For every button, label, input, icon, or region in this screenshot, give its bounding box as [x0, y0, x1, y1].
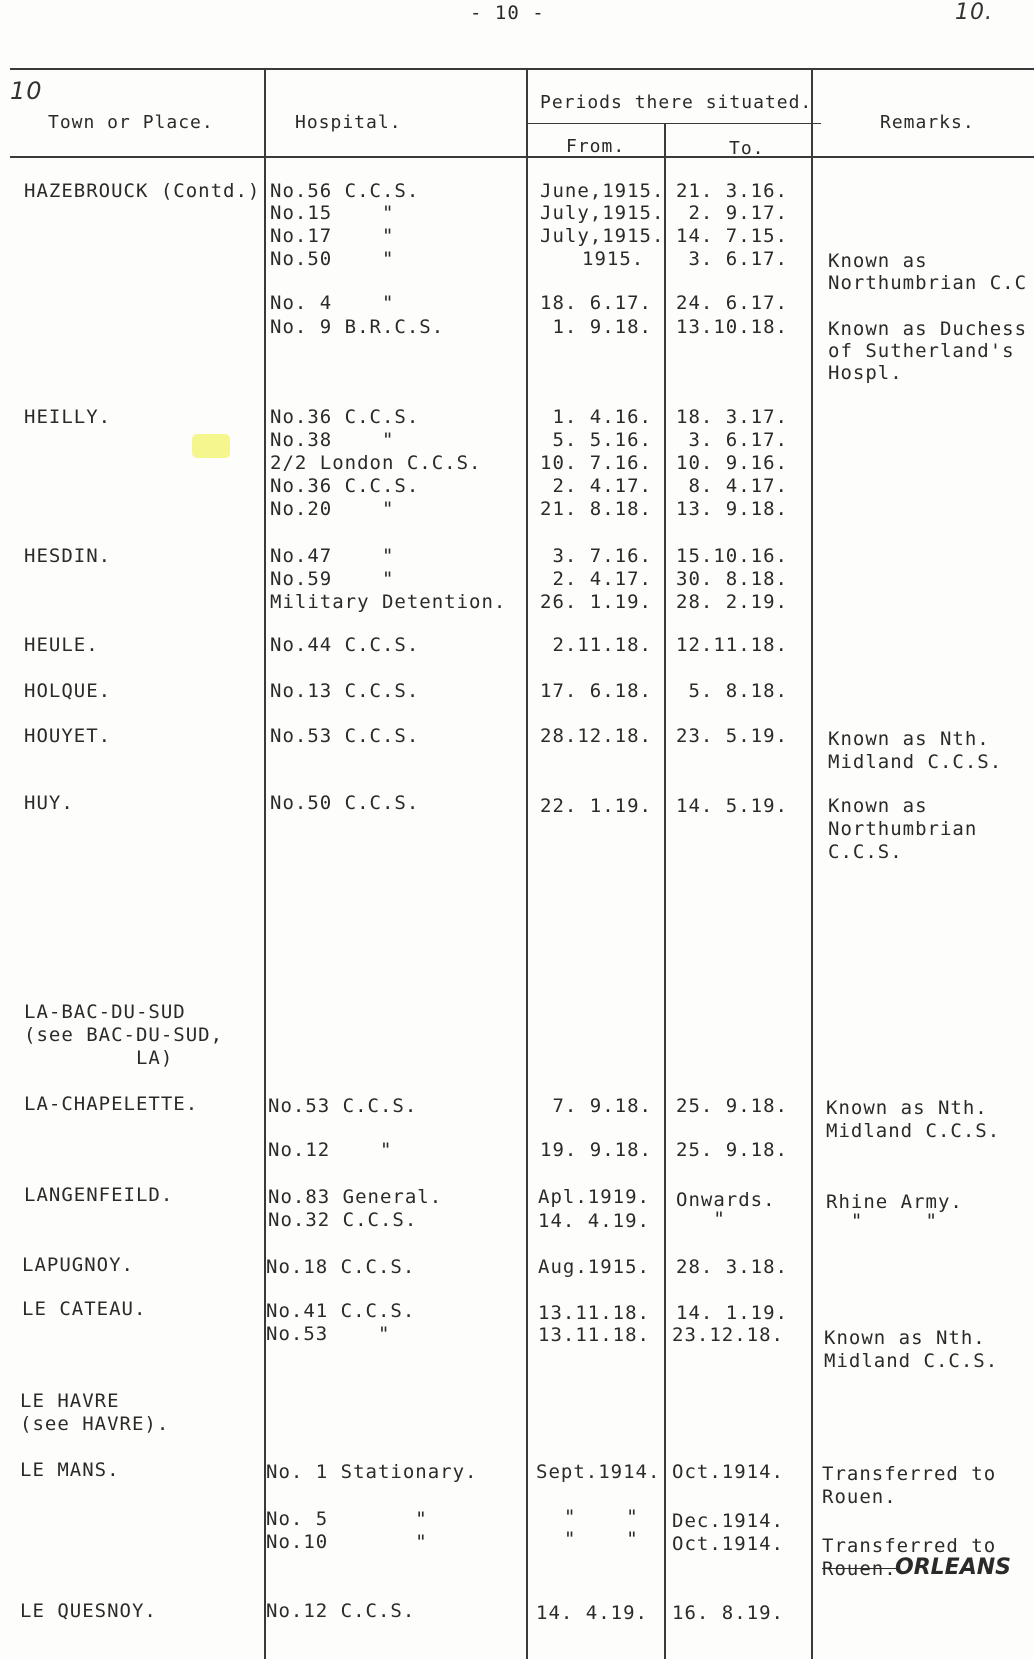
hospital-cell: No.47 "	[270, 545, 395, 567]
hospital-cell: No. 1 Stationary.	[266, 1461, 478, 1483]
remarks-cell: Known as	[828, 795, 928, 817]
remarks-cell: of Sutherland's	[828, 340, 1015, 362]
remarks-cell: Known as	[828, 250, 928, 272]
to-cell: 30. 8.18.	[676, 568, 788, 590]
from-cell: 2.11.18.	[540, 634, 652, 656]
town-name: LE QUESNOY.	[20, 1600, 157, 1622]
from-cell: 7. 9.18.	[540, 1095, 652, 1117]
town-name: LA-CHAPELETTE.	[24, 1093, 199, 1115]
hospital-cell: Military Detention.	[270, 591, 507, 613]
town-name: LE CATEAU.	[22, 1298, 147, 1320]
to-cell: 12.11.18.	[676, 634, 788, 656]
town-name: HUY.	[24, 792, 74, 814]
to-cell: 23. 5.19.	[676, 725, 788, 747]
header-from: From.	[566, 136, 626, 157]
town-name: LAPUGNOY.	[22, 1254, 134, 1276]
header-periods: Periods there situated.	[540, 92, 813, 113]
remarks-cell: Rhine Army.	[826, 1191, 963, 1213]
from-cell: " "	[564, 1528, 639, 1550]
to-cell: 28. 3.18.	[676, 1256, 788, 1278]
hospital-cell: No.44 C.C.S.	[270, 634, 420, 656]
col-divider-remarks	[811, 68, 813, 1659]
town-name: LA)	[24, 1047, 174, 1069]
hospital-cell: No.20 "	[270, 498, 395, 520]
hospital-cell: No.50 C.C.S.	[270, 792, 420, 814]
from-cell: 1. 4.16.	[540, 406, 652, 428]
town-name: HEULE.	[24, 634, 99, 656]
to-cell: 18. 3.17.	[676, 406, 788, 428]
remarks-cell: Midland C.C.S.	[826, 1120, 1001, 1142]
town-name: LE HAVRE	[20, 1390, 120, 1412]
to-cell: 28. 2.19.	[676, 591, 788, 613]
from-cell: 2. 4.17.	[540, 475, 652, 497]
hospital-cell: No.36 C.C.S.	[270, 475, 420, 497]
town-name: HEILLY.	[24, 406, 112, 428]
to-cell: 13.10.18.	[676, 316, 788, 338]
hospital-cell: No. 9 B.R.C.S.	[270, 316, 445, 338]
remarks-cell: Known as Nth.	[826, 1097, 988, 1119]
to-cell: 3. 6.17.	[676, 429, 788, 451]
hospital-cell: No.18 C.C.S.	[266, 1256, 416, 1278]
town-name: HESDIN.	[24, 545, 112, 567]
hospital-cell: No.53 "	[266, 1323, 391, 1345]
to-cell: 10. 9.16.	[676, 452, 788, 474]
from-cell: 14. 4.19.	[538, 1210, 650, 1232]
col-divider-town	[264, 68, 266, 1659]
hospital-cell: 2/2 London C.C.S.	[270, 452, 482, 474]
col-divider-hospital	[526, 68, 528, 1659]
hospital-cell: No.38 "	[270, 429, 395, 451]
header-hospital: Hospital.	[295, 112, 402, 133]
from-cell: July,1915.	[540, 202, 665, 224]
to-cell: 14. 7.15.	[676, 225, 788, 247]
to-cell: Oct.1914.	[672, 1533, 784, 1555]
corner-page-number: 10.	[955, 0, 993, 25]
periods-subrule	[528, 123, 821, 124]
margin-page-number: 10	[10, 77, 43, 105]
town-name: LA-BAC-DU-SUD	[24, 1001, 186, 1023]
from-cell: 18. 6.17.	[540, 292, 652, 314]
to-cell: 24. 6.17.	[676, 292, 788, 314]
from-cell: 13.11.18.	[538, 1324, 650, 1346]
handwritten-correction: ORLEANS	[895, 1555, 1011, 1580]
to-cell: 13. 9.18.	[676, 498, 788, 520]
hospital-cell: No.10 "	[266, 1531, 428, 1553]
hospital-cell: No.59 "	[270, 568, 395, 590]
to-cell: 23.12.18.	[672, 1324, 784, 1346]
from-cell: 26. 1.19.	[540, 591, 652, 613]
page-number: - 10 -	[470, 2, 545, 24]
hospital-cell: No.83 General.	[268, 1186, 443, 1208]
from-cell: 28.12.18.	[540, 725, 652, 747]
from-cell: 21. 8.18.	[540, 498, 652, 520]
from-cell: 19. 9.18.	[540, 1139, 652, 1161]
hospital-cell: No.12 C.C.S.	[266, 1600, 416, 1622]
from-cell: 22. 1.19.	[540, 795, 652, 817]
from-cell: 5. 5.16.	[540, 429, 652, 451]
to-cell: 3. 6.17.	[676, 248, 788, 270]
hospital-cell: No.13 C.C.S.	[270, 680, 420, 702]
remarks-cell: Rouen.	[822, 1486, 897, 1508]
from-cell: 14. 4.19.	[536, 1602, 648, 1624]
to-cell: Oct.1914.	[672, 1461, 784, 1483]
struck-remark: Rouen.	[822, 1558, 897, 1580]
header-to: To.	[729, 138, 765, 159]
from-cell: Aug.1915.	[538, 1256, 650, 1278]
from-cell: June,1915.	[540, 180, 665, 202]
remarks-cell: Midland C.C.S.	[824, 1350, 999, 1372]
town-name: LE MANS.	[20, 1459, 120, 1481]
header-rule	[10, 156, 1034, 158]
to-cell: 16. 8.19.	[672, 1602, 784, 1624]
hospital-cell: No.56 C.C.S.	[270, 180, 420, 202]
town-name: (see HAVRE).	[20, 1413, 170, 1435]
town-name: LANGENFEILD.	[24, 1184, 174, 1206]
remarks-cell: C.C.S.	[828, 841, 903, 863]
remarks-cell: Northumbrian C.C	[828, 272, 1028, 294]
from-cell: 13.11.18.	[538, 1302, 650, 1324]
to-cell: 14. 5.19.	[676, 795, 788, 817]
from-cell: Apl.1919.	[538, 1186, 650, 1208]
to-cell: Dec.1914.	[672, 1510, 784, 1532]
hospital-cell: No.53 C.C.S.	[268, 1095, 418, 1117]
from-cell: July,1915.	[540, 225, 665, 247]
town-name: (see BAC-DU-SUD,	[24, 1024, 224, 1046]
remarks-cell: Transferred to	[822, 1535, 997, 1557]
from-cell: 3. 7.16.	[540, 545, 652, 567]
header-remarks: Remarks.	[880, 112, 975, 133]
hospital-cell: No.12 "	[268, 1139, 393, 1161]
hospital-cell: No.17 "	[270, 225, 395, 247]
to-cell: Onwards.	[676, 1189, 776, 1211]
hospital-cell: No. 5 "	[266, 1508, 428, 1530]
town-name: HOUYET.	[24, 725, 112, 747]
top-rule	[10, 68, 1034, 70]
hospital-cell: No.32 C.C.S.	[268, 1209, 418, 1231]
remarks-cell: Transferred to	[822, 1463, 997, 1485]
hospital-cell: No.50 "	[270, 248, 395, 270]
hospital-cell: No.36 C.C.S.	[270, 406, 420, 428]
town-name: HOLQUE.	[24, 680, 112, 702]
from-cell: 1915.	[582, 248, 645, 270]
hospital-cell: No.41 C.C.S.	[266, 1300, 416, 1322]
to-cell: 2. 9.17.	[676, 202, 788, 224]
remarks-cell: Known as Nth.	[824, 1327, 986, 1349]
highlighter-mark	[192, 434, 230, 458]
to-cell: 25. 9.18.	[676, 1095, 788, 1117]
remarks-cell: Northumbrian	[828, 818, 978, 840]
from-cell: 17. 6.18.	[540, 680, 652, 702]
to-cell: 21. 3.16.	[676, 180, 788, 202]
from-cell: Sept.1914.	[536, 1461, 661, 1483]
remarks-cell: Known as Duchess	[828, 318, 1028, 340]
from-cell: 2. 4.17.	[540, 568, 652, 590]
from-cell: 1. 9.18.	[540, 316, 652, 338]
hospital-cell: No.53 C.C.S.	[270, 725, 420, 747]
from-cell: 10. 7.16.	[540, 452, 652, 474]
to-cell: 5. 8.18.	[676, 680, 788, 702]
hospital-cell: No. 4 "	[270, 292, 395, 314]
col-divider-from-to	[664, 123, 666, 1659]
remarks-cell: Midland C.C.S.	[828, 751, 1003, 773]
to-cell: 25. 9.18.	[676, 1139, 788, 1161]
to-cell: 15.10.16.	[676, 545, 788, 567]
remarks-cell: Hospl.	[828, 362, 903, 384]
to-cell: "	[676, 1208, 726, 1230]
header-town: Town or Place.	[48, 112, 214, 133]
from-cell: " "	[564, 1506, 639, 1528]
hospital-cell: No.15 "	[270, 202, 395, 224]
remarks-cell: " "	[826, 1210, 938, 1232]
to-cell: 14. 1.19.	[676, 1302, 788, 1324]
town-name: HAZEBROUCK (Contd.)	[24, 180, 261, 202]
to-cell: 8. 4.17.	[676, 475, 788, 497]
remarks-cell: Known as Nth.	[828, 728, 990, 750]
